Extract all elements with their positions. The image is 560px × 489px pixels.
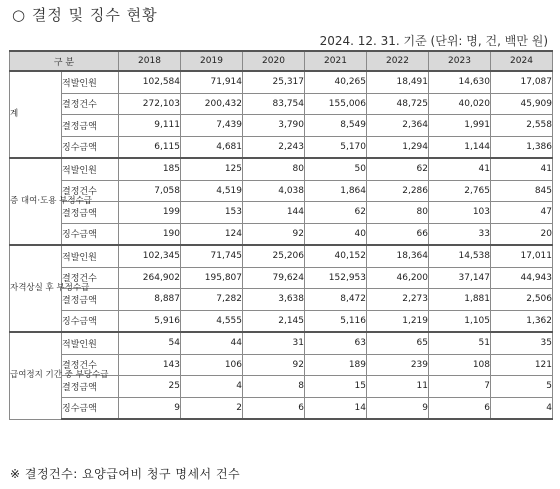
table-cell: 264,902 — [119, 267, 181, 289]
header-year: 2019 — [181, 51, 243, 71]
table-cell: 272,103 — [119, 93, 181, 115]
table-cell: 8,549 — [305, 115, 367, 137]
table-row — [10, 223, 553, 245]
table-cell: 845 — [491, 180, 553, 202]
table-cell: 124 — [181, 223, 243, 245]
table-cell: 3,790 — [243, 115, 305, 137]
table-cell: 35 — [491, 332, 553, 354]
table-cell: 47 — [491, 202, 553, 224]
table-cell: 31 — [243, 332, 305, 354]
table-row — [10, 397, 553, 419]
table-cell: 2,286 — [367, 180, 429, 202]
row-item-label: 결정금액 — [62, 202, 119, 224]
table-cell: 125 — [181, 158, 243, 180]
table-cell: 121 — [491, 354, 553, 376]
table-cell: 152,953 — [305, 267, 367, 289]
row-item-label: 결정금액 — [62, 289, 119, 311]
row-item-label: 결정건수 — [62, 267, 119, 289]
table-cell: 195,807 — [181, 267, 243, 289]
table-cell: 1,144 — [429, 136, 491, 158]
table-cell: 2,558 — [491, 115, 553, 137]
table-cell: 1,881 — [429, 289, 491, 311]
table-header-row — [10, 51, 553, 71]
table-row — [10, 71, 553, 93]
row-item-label: 결정건수 — [62, 93, 119, 115]
table-cell: 239 — [367, 354, 429, 376]
table-cell: 4 — [491, 397, 553, 419]
table-cell: 7,058 — [119, 180, 181, 202]
table-cell: 153 — [181, 202, 243, 224]
table-cell: 155,006 — [305, 93, 367, 115]
table-cell: 102,584 — [119, 71, 181, 93]
table-cell: 1,219 — [367, 310, 429, 332]
table-cell: 92 — [243, 223, 305, 245]
table-cell: 18,491 — [367, 71, 429, 93]
header-year: 2020 — [243, 51, 305, 71]
table-row — [10, 158, 553, 180]
table-cell: 2,364 — [367, 115, 429, 137]
table-cell: 2,145 — [243, 310, 305, 332]
table-cell: 50 — [305, 158, 367, 180]
table-cell: 2,273 — [367, 289, 429, 311]
table-cell: 103 — [429, 202, 491, 224]
table-cell: 2,506 — [491, 289, 553, 311]
table-cell: 14,538 — [429, 245, 491, 267]
header-year: 2023 — [429, 51, 491, 71]
table-row — [10, 267, 553, 289]
table-body — [10, 71, 553, 419]
table-cell: 48,725 — [367, 93, 429, 115]
table-cell: 7,439 — [181, 115, 243, 137]
table-cell: 7,282 — [181, 289, 243, 311]
table-cell: 185 — [119, 158, 181, 180]
row-item-label: 징수금액 — [62, 397, 119, 419]
table-cell: 17,087 — [491, 71, 553, 93]
table-cell: 4,519 — [181, 180, 243, 202]
table-cell: 9 — [119, 397, 181, 419]
group-label: 자격상실 후 부정수급 — [10, 245, 62, 332]
table-cell: 108 — [429, 354, 491, 376]
row-item-label: 적발인원 — [62, 158, 119, 180]
table-cell: 4 — [181, 376, 243, 398]
table-cell: 44,943 — [491, 267, 553, 289]
table-cell: 45,909 — [491, 93, 553, 115]
table-cell: 3,638 — [243, 289, 305, 311]
table-cell: 25,206 — [243, 245, 305, 267]
table-cell: 25,317 — [243, 71, 305, 93]
table-cell: 143 — [119, 354, 181, 376]
row-item-label: 징수금액 — [62, 136, 119, 158]
group-label: 증 대여·도용 부정수급 — [10, 158, 62, 245]
table-cell: 66 — [367, 223, 429, 245]
table-cell: 33 — [429, 223, 491, 245]
table-cell: 62 — [305, 202, 367, 224]
table-cell: 25 — [119, 376, 181, 398]
table-cell: 8,472 — [305, 289, 367, 311]
table-cell: 2,243 — [243, 136, 305, 158]
table-cell: 190 — [119, 223, 181, 245]
table-cell: 6 — [429, 397, 491, 419]
table-cell: 18,364 — [367, 245, 429, 267]
table-cell: 65 — [367, 332, 429, 354]
table-cell: 14 — [305, 397, 367, 419]
table-cell: 4,038 — [243, 180, 305, 202]
table-cell: 54 — [119, 332, 181, 354]
table-cell: 15 — [305, 376, 367, 398]
table-cell: 79,624 — [243, 267, 305, 289]
table-row — [10, 310, 553, 332]
table-cell: 8 — [243, 376, 305, 398]
table-cell: 1,362 — [491, 310, 553, 332]
table-cell: 102,345 — [119, 245, 181, 267]
table-cell: 1,864 — [305, 180, 367, 202]
status-table — [9, 50, 553, 420]
table-row — [10, 289, 553, 311]
table-cell: 14,630 — [429, 71, 491, 93]
header-category: 구 분 — [10, 51, 119, 71]
group-label: 급여정지 기간 중 부당수급 — [10, 332, 62, 419]
table-row — [10, 136, 553, 158]
table-cell: 9,111 — [119, 115, 181, 137]
row-item-label: 결정금액 — [62, 376, 119, 398]
header-year: 2021 — [305, 51, 367, 71]
table-cell: 37,147 — [429, 267, 491, 289]
header-year: 2024 — [491, 51, 553, 71]
table-cell: 20 — [491, 223, 553, 245]
table-cell: 40,265 — [305, 71, 367, 93]
row-item-label: 적발인원 — [62, 332, 119, 354]
table-cell: 41 — [491, 158, 553, 180]
table-cell: 144 — [243, 202, 305, 224]
group-label: 계 — [10, 71, 62, 158]
page-title: ○ 결정 및 징수 현황 — [12, 6, 158, 24]
table-cell: 17,011 — [491, 245, 553, 267]
table-cell: 6 — [243, 397, 305, 419]
table-cell: 1,105 — [429, 310, 491, 332]
table-cell: 71,745 — [181, 245, 243, 267]
table-cell: 11 — [367, 376, 429, 398]
table-cell: 40 — [305, 223, 367, 245]
table-cell: 1,386 — [491, 136, 553, 158]
table-cell: 80 — [367, 202, 429, 224]
row-item-label: 결정건수 — [62, 354, 119, 376]
table-row — [10, 115, 553, 137]
table-cell: 7 — [429, 376, 491, 398]
table-row — [10, 332, 553, 354]
table-cell: 92 — [243, 354, 305, 376]
header-year: 2022 — [367, 51, 429, 71]
table-cell: 8,887 — [119, 289, 181, 311]
table-cell: 9 — [367, 397, 429, 419]
row-item-label: 결정건수 — [62, 180, 119, 202]
table-cell: 4,681 — [181, 136, 243, 158]
table-cell: 46,200 — [367, 267, 429, 289]
row-item-label: 결정금액 — [62, 115, 119, 137]
footnote: ※ 결정건수: 요양급여비 청구 명세서 건수 — [10, 467, 241, 481]
table-cell: 51 — [429, 332, 491, 354]
table-cell: 6,115 — [119, 136, 181, 158]
unit-note: 2024. 12. 31. 기준 (단위: 명, 건, 백만 원) — [319, 34, 548, 48]
table-row — [10, 245, 553, 267]
table-cell: 5,916 — [119, 310, 181, 332]
table-cell: 40,020 — [429, 93, 491, 115]
header-year: 2018 — [119, 51, 181, 71]
table-cell: 1,294 — [367, 136, 429, 158]
table-cell: 4,555 — [181, 310, 243, 332]
table-cell: 62 — [367, 158, 429, 180]
row-item-label: 적발인원 — [62, 71, 119, 93]
table-cell: 199 — [119, 202, 181, 224]
table-cell: 40,152 — [305, 245, 367, 267]
table-cell: 5 — [491, 376, 553, 398]
table-cell: 83,754 — [243, 93, 305, 115]
row-item-label: 징수금액 — [62, 310, 119, 332]
table-cell: 1,991 — [429, 115, 491, 137]
row-item-label: 적발인원 — [62, 245, 119, 267]
table-row — [10, 93, 553, 115]
table-cell: 5,170 — [305, 136, 367, 158]
table-cell: 41 — [429, 158, 491, 180]
table-cell: 189 — [305, 354, 367, 376]
table-cell: 44 — [181, 332, 243, 354]
table-cell: 71,914 — [181, 71, 243, 93]
table-cell: 200,432 — [181, 93, 243, 115]
row-item-label: 징수금액 — [62, 223, 119, 245]
table-cell: 80 — [243, 158, 305, 180]
table-cell: 63 — [305, 332, 367, 354]
table-cell: 2 — [181, 397, 243, 419]
table-cell: 106 — [181, 354, 243, 376]
table-cell: 2,765 — [429, 180, 491, 202]
table-cell: 5,116 — [305, 310, 367, 332]
